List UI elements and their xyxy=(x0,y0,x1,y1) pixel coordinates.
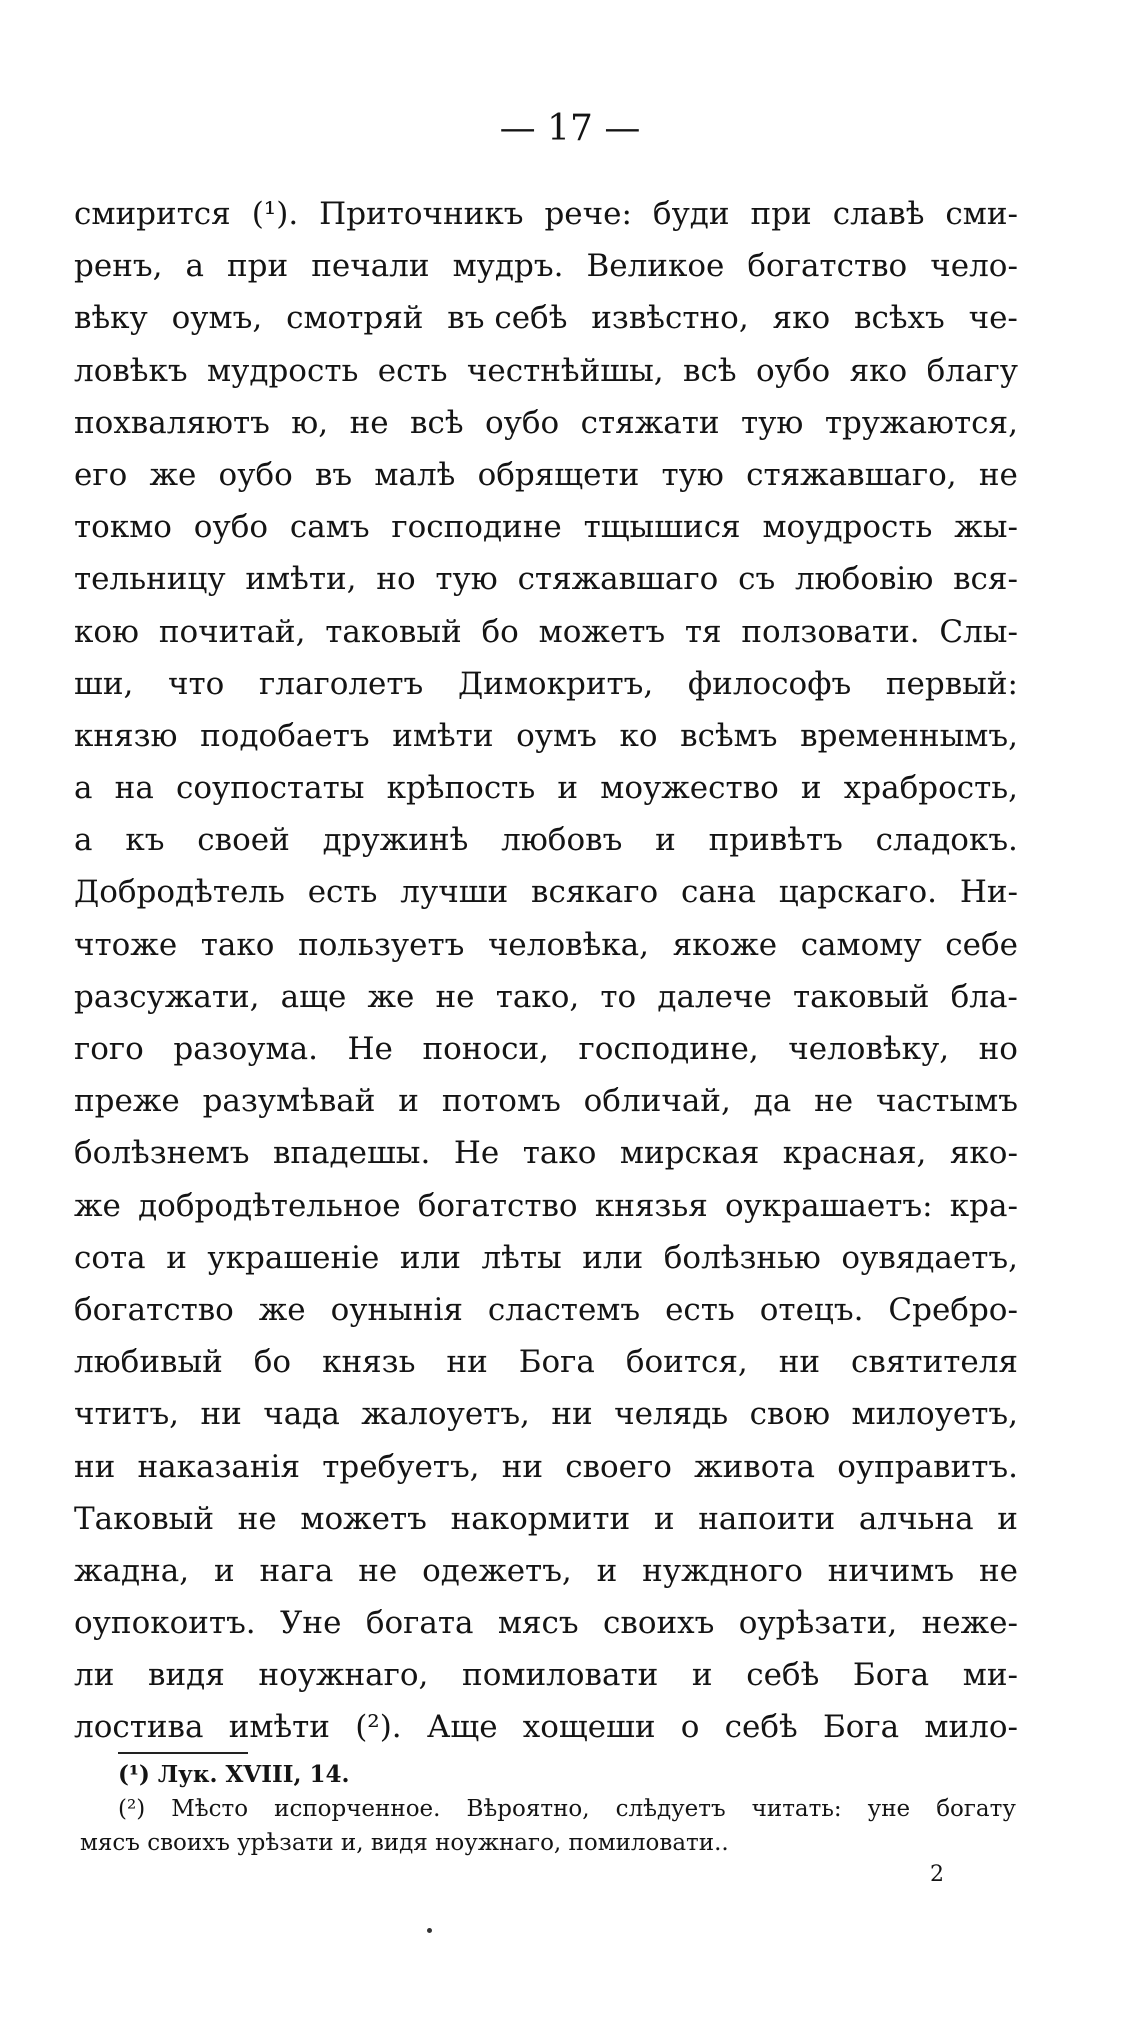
word: глаголетъ xyxy=(259,665,424,702)
word: Бога xyxy=(852,1657,930,1694)
word: оунынія xyxy=(330,1291,463,1328)
word: дружинѣ xyxy=(322,822,469,859)
word: всѣ xyxy=(410,404,464,441)
word: красная, xyxy=(782,1135,927,1172)
word: а xyxy=(74,770,93,807)
word: требуетъ, xyxy=(322,1448,480,1485)
text-line xyxy=(74,501,1018,553)
word: философъ xyxy=(687,665,852,702)
text-line xyxy=(74,1127,1018,1179)
word: но xyxy=(978,1031,1018,1067)
word: мирская xyxy=(619,1135,760,1172)
word: почитай, xyxy=(158,613,306,650)
footnote-2-line-2: мясъ своихъ урѣзати и, видя ноужнаго, помиловати.. xyxy=(80,1830,729,1856)
word: всѣмъ xyxy=(680,717,778,754)
word: таковый xyxy=(792,978,930,1015)
word: господине xyxy=(391,509,562,546)
word: нуждного xyxy=(642,1552,803,1589)
word: Не xyxy=(347,1031,393,1067)
word: обрящети xyxy=(477,456,640,493)
text-line xyxy=(74,971,1018,1023)
word: или xyxy=(399,1239,461,1276)
word: подобаетъ xyxy=(200,717,370,754)
word: оубо xyxy=(484,404,560,441)
word: Уне xyxy=(280,1605,342,1642)
word: стяжавшаго, xyxy=(746,456,957,493)
word: соупостаты xyxy=(175,770,365,807)
word: потомъ xyxy=(441,1083,561,1120)
word: моудрость xyxy=(762,509,933,546)
word: тельницу xyxy=(74,561,226,598)
word: украшеніе xyxy=(207,1239,380,1276)
word: напоити xyxy=(698,1500,836,1537)
text-line xyxy=(74,553,1018,605)
word: жы- xyxy=(954,509,1018,546)
word: себе xyxy=(945,926,1018,963)
signature-mark: 2 xyxy=(930,1862,944,1887)
word: токмо xyxy=(74,509,172,546)
word: да xyxy=(753,1083,792,1120)
word: и xyxy=(166,1239,187,1276)
word: частымъ xyxy=(875,1083,1018,1120)
word: князю xyxy=(74,717,178,754)
word: а xyxy=(185,248,204,285)
word: бо xyxy=(253,1344,292,1381)
word: благу xyxy=(926,352,1018,389)
word: моужество xyxy=(600,770,779,807)
word: богатство xyxy=(417,1187,578,1224)
word: но xyxy=(376,561,416,598)
word: Приточникъ xyxy=(319,196,524,232)
word: оупокоитъ. xyxy=(74,1605,256,1642)
word: слѣдуетъ xyxy=(615,1796,726,1822)
word: смирится xyxy=(74,196,231,232)
word: аще xyxy=(280,978,347,1015)
text-line xyxy=(74,1284,1018,1336)
word: уне xyxy=(867,1796,911,1822)
word: сластемъ xyxy=(487,1291,641,1328)
word: яко xyxy=(772,300,831,337)
word: и xyxy=(655,822,676,859)
word: похваляютъ xyxy=(74,404,270,441)
word: оубо xyxy=(218,456,293,493)
word: извѣстно, xyxy=(591,300,749,337)
text-line xyxy=(74,397,1018,449)
word: можетъ xyxy=(300,1500,427,1537)
word: ни xyxy=(501,1448,544,1485)
print-speck xyxy=(427,1928,432,1933)
word: же xyxy=(149,456,197,493)
word: царскаго. xyxy=(778,874,938,911)
word: самому xyxy=(800,926,922,963)
word: поноси, xyxy=(422,1031,549,1067)
word: не xyxy=(237,1500,277,1537)
word: человѣка, xyxy=(487,926,649,963)
word: не xyxy=(349,404,389,441)
word: (²) xyxy=(118,1796,146,1822)
word: Бога xyxy=(822,1709,900,1746)
text-line xyxy=(74,1336,1018,1388)
word: якоже xyxy=(672,926,778,963)
word: (¹). xyxy=(251,196,299,232)
word: вся- xyxy=(953,561,1018,598)
word: и xyxy=(557,770,579,807)
word: добродѣтельное xyxy=(138,1187,401,1224)
word: далече xyxy=(657,978,772,1015)
word: оубо xyxy=(755,352,831,389)
word: жадна, xyxy=(74,1552,190,1589)
word: не xyxy=(435,978,475,1015)
word: читать: xyxy=(751,1796,842,1822)
word: милоуетъ, xyxy=(851,1396,1018,1433)
word: рече: xyxy=(544,196,632,232)
word: бла- xyxy=(950,978,1018,1015)
word: имѣти xyxy=(392,717,494,754)
word: Таковый xyxy=(74,1500,214,1537)
word: въ xyxy=(314,456,353,493)
text-line xyxy=(74,449,1018,501)
word: оумъ xyxy=(516,717,597,754)
word: пользуетъ xyxy=(298,926,465,963)
word: стяжати xyxy=(580,404,720,441)
word: святителя xyxy=(851,1344,1018,1381)
word: тую xyxy=(435,561,498,598)
word: мудръ. xyxy=(452,248,564,285)
word: наказанія xyxy=(137,1448,301,1485)
word: есть xyxy=(665,1291,735,1328)
word: ни xyxy=(778,1344,821,1381)
word: помиловати xyxy=(462,1657,659,1694)
word: богатство xyxy=(74,1291,234,1328)
word: болѣзнемъ xyxy=(74,1135,250,1172)
word: впадешы. xyxy=(272,1135,431,1172)
word: можетъ xyxy=(538,613,666,650)
word: тако xyxy=(200,926,275,963)
word: своихъ xyxy=(603,1605,715,1642)
word: всѣхъ xyxy=(854,300,945,337)
text-line xyxy=(74,1649,1018,1701)
word: себѣ xyxy=(746,1657,820,1694)
word: челядь xyxy=(614,1396,729,1433)
text-line xyxy=(74,1701,1018,1753)
word: не xyxy=(814,1083,854,1120)
word: или xyxy=(582,1239,644,1276)
text-line xyxy=(74,762,1018,814)
word: всякаго xyxy=(531,874,659,911)
word: стяжавшаго xyxy=(517,561,719,598)
word: въ себѣ xyxy=(447,300,568,337)
text-line xyxy=(74,919,1018,971)
word: а xyxy=(74,822,93,859)
text-line xyxy=(74,240,1018,292)
word: ловѣкъ xyxy=(74,352,188,389)
word: Димокритъ, xyxy=(457,665,654,702)
word: Ни- xyxy=(959,874,1018,911)
word: разоума. xyxy=(173,1031,318,1067)
word: мясъ xyxy=(497,1605,579,1642)
word: привѣтъ xyxy=(708,822,843,859)
word: тую xyxy=(740,404,804,441)
word: человѣку, xyxy=(788,1031,950,1067)
text-line xyxy=(74,1023,1018,1075)
word: жалоуетъ, xyxy=(361,1396,530,1433)
word: видя xyxy=(148,1657,225,1694)
word: Бога xyxy=(518,1344,595,1381)
word: съ xyxy=(738,561,776,598)
word: первый: xyxy=(885,665,1018,702)
word: разумѣвай xyxy=(202,1083,376,1120)
footnote-divider xyxy=(118,1752,248,1754)
word: на xyxy=(114,770,154,807)
word: испорченное. xyxy=(274,1796,441,1822)
word: ли xyxy=(74,1657,115,1694)
text-line xyxy=(74,814,1018,866)
word: одежетъ, xyxy=(422,1552,572,1589)
word: ни xyxy=(74,1448,116,1485)
word: обличай, xyxy=(583,1083,731,1120)
footnotes xyxy=(80,1758,1016,1860)
word: не xyxy=(978,456,1018,493)
word: сладокъ. xyxy=(875,822,1018,859)
word: ни xyxy=(200,1396,242,1433)
word: смотряй xyxy=(286,300,424,337)
word: Мѣсто xyxy=(171,1796,249,1822)
word: и xyxy=(596,1552,618,1589)
word: всѣ xyxy=(683,352,737,389)
word: бо xyxy=(481,613,519,650)
word: любивый xyxy=(74,1344,223,1381)
word: же xyxy=(74,1187,121,1224)
word: хощеши xyxy=(522,1709,656,1746)
word: и xyxy=(653,1500,675,1537)
word: князь xyxy=(322,1344,416,1381)
word: яко xyxy=(849,352,908,389)
page-number: — 17 — xyxy=(499,108,641,149)
word: (²). xyxy=(355,1709,402,1746)
word: оурѣзати, xyxy=(738,1605,898,1642)
word: свою xyxy=(749,1396,831,1433)
word: тако, xyxy=(495,978,580,1015)
word: лѣты xyxy=(481,1239,562,1276)
word: неже- xyxy=(921,1605,1018,1642)
word: Аще xyxy=(426,1709,498,1746)
word: яко- xyxy=(949,1135,1018,1172)
word: при xyxy=(226,248,289,285)
word: че- xyxy=(968,300,1018,337)
word: таковый xyxy=(325,613,462,650)
word: кра- xyxy=(949,1187,1018,1224)
text-line xyxy=(74,1441,1018,1493)
word: его xyxy=(74,456,128,493)
word: печали xyxy=(311,248,430,285)
footnote-1: (¹) Лук. XVIII, 14. xyxy=(118,1761,350,1788)
word: Вѣроятно, xyxy=(466,1796,590,1822)
word: кою xyxy=(74,613,140,650)
word: имѣти xyxy=(228,1709,330,1746)
text-line xyxy=(74,292,1018,344)
word: о xyxy=(680,1709,700,1746)
text-line xyxy=(74,1545,1018,1597)
word: князья xyxy=(594,1187,708,1224)
word: своего xyxy=(565,1448,672,1485)
word: ни xyxy=(446,1344,488,1381)
word: есть xyxy=(377,352,448,389)
word: богата xyxy=(365,1605,474,1642)
word: оубо xyxy=(193,509,269,546)
word: ренъ, xyxy=(74,248,163,285)
word: къ xyxy=(125,822,165,859)
text-line xyxy=(74,1232,1018,1284)
word: боится, xyxy=(625,1344,748,1381)
word: Добродѣтель xyxy=(74,874,285,911)
word: любовъ xyxy=(501,822,623,859)
word: и xyxy=(800,770,822,807)
word: ми- xyxy=(962,1657,1018,1694)
word: оумъ, xyxy=(171,300,263,337)
word: что xyxy=(168,665,225,702)
word: алчьна xyxy=(858,1500,974,1537)
word: чада xyxy=(263,1396,340,1433)
word: ползовати. xyxy=(741,613,920,650)
word: тако xyxy=(522,1135,597,1172)
word: крѣпость xyxy=(386,770,536,807)
word: мило- xyxy=(924,1709,1018,1746)
word: оувядаетъ, xyxy=(841,1239,1018,1276)
word: при xyxy=(750,196,812,232)
word: накормити xyxy=(450,1500,631,1537)
word: тую xyxy=(661,456,724,493)
word: любовію xyxy=(794,561,934,598)
word: лучши xyxy=(400,874,509,911)
word: ничимъ xyxy=(827,1552,955,1589)
word: ни xyxy=(551,1396,593,1433)
word: живота xyxy=(694,1448,816,1485)
word: малѣ xyxy=(374,456,456,493)
text-line xyxy=(74,1180,1018,1232)
word: себѣ xyxy=(724,1709,798,1746)
word: Слы- xyxy=(939,613,1018,650)
word: Великое xyxy=(586,248,725,285)
word: чело- xyxy=(930,248,1018,285)
text-line xyxy=(74,658,1018,710)
text-line xyxy=(74,1388,1018,1440)
word: господине, xyxy=(578,1031,759,1067)
word: сана xyxy=(680,874,756,911)
word: сота xyxy=(74,1239,146,1276)
word: тщышися xyxy=(583,509,741,546)
word: разсужати, xyxy=(74,978,260,1015)
word: не xyxy=(978,1552,1018,1589)
word: то xyxy=(600,978,637,1015)
word: не xyxy=(358,1552,398,1589)
word: нага xyxy=(259,1552,334,1589)
text-line xyxy=(74,1493,1018,1545)
text-line xyxy=(74,345,1018,397)
word: и xyxy=(398,1083,419,1120)
word: и xyxy=(691,1657,713,1694)
word: гого xyxy=(74,1031,144,1067)
word: имѣти, xyxy=(245,561,357,598)
word: болѣзнью xyxy=(663,1239,821,1276)
word: чтоже xyxy=(74,926,178,963)
text-line xyxy=(74,1075,1018,1127)
word: отецъ. xyxy=(759,1291,864,1328)
text-line xyxy=(74,1597,1018,1649)
word: тружаются, xyxy=(824,404,1018,441)
text-line xyxy=(74,188,1018,240)
word: Не xyxy=(453,1135,500,1172)
word: своей xyxy=(197,822,290,859)
word: чтитъ, xyxy=(74,1396,180,1433)
word: ко xyxy=(619,717,658,754)
word: же xyxy=(258,1291,306,1328)
word: мудрость xyxy=(207,352,359,389)
word: ю, xyxy=(291,404,329,441)
word: есть xyxy=(307,874,378,911)
word: оуправитъ. xyxy=(837,1448,1018,1485)
word: оукрашаетъ: xyxy=(724,1187,933,1224)
word: буди xyxy=(652,196,730,232)
word: ши, xyxy=(74,665,134,702)
word: временнымъ, xyxy=(800,717,1018,754)
word: сми- xyxy=(945,196,1018,232)
word: богату xyxy=(936,1796,1016,1822)
word: честнѣйшы, xyxy=(466,352,664,389)
body-text xyxy=(74,188,1018,1754)
word: лостива xyxy=(74,1709,204,1746)
text-line xyxy=(74,606,1018,658)
word: Сребро- xyxy=(888,1291,1018,1328)
word: преже xyxy=(74,1083,180,1120)
word: богатство xyxy=(747,248,908,285)
word: самъ xyxy=(289,509,370,546)
word: и xyxy=(997,1500,1018,1537)
word: же xyxy=(367,978,415,1015)
footnote-2-line-1 xyxy=(80,1792,1016,1826)
word: тя xyxy=(684,613,722,650)
word: и xyxy=(213,1552,235,1589)
word: храбрость, xyxy=(843,770,1018,807)
text-line xyxy=(74,710,1018,762)
word: славѣ xyxy=(832,196,925,232)
word: вѣку xyxy=(74,300,148,337)
word: ноужнаго, xyxy=(258,1657,429,1694)
text-line xyxy=(74,866,1018,918)
